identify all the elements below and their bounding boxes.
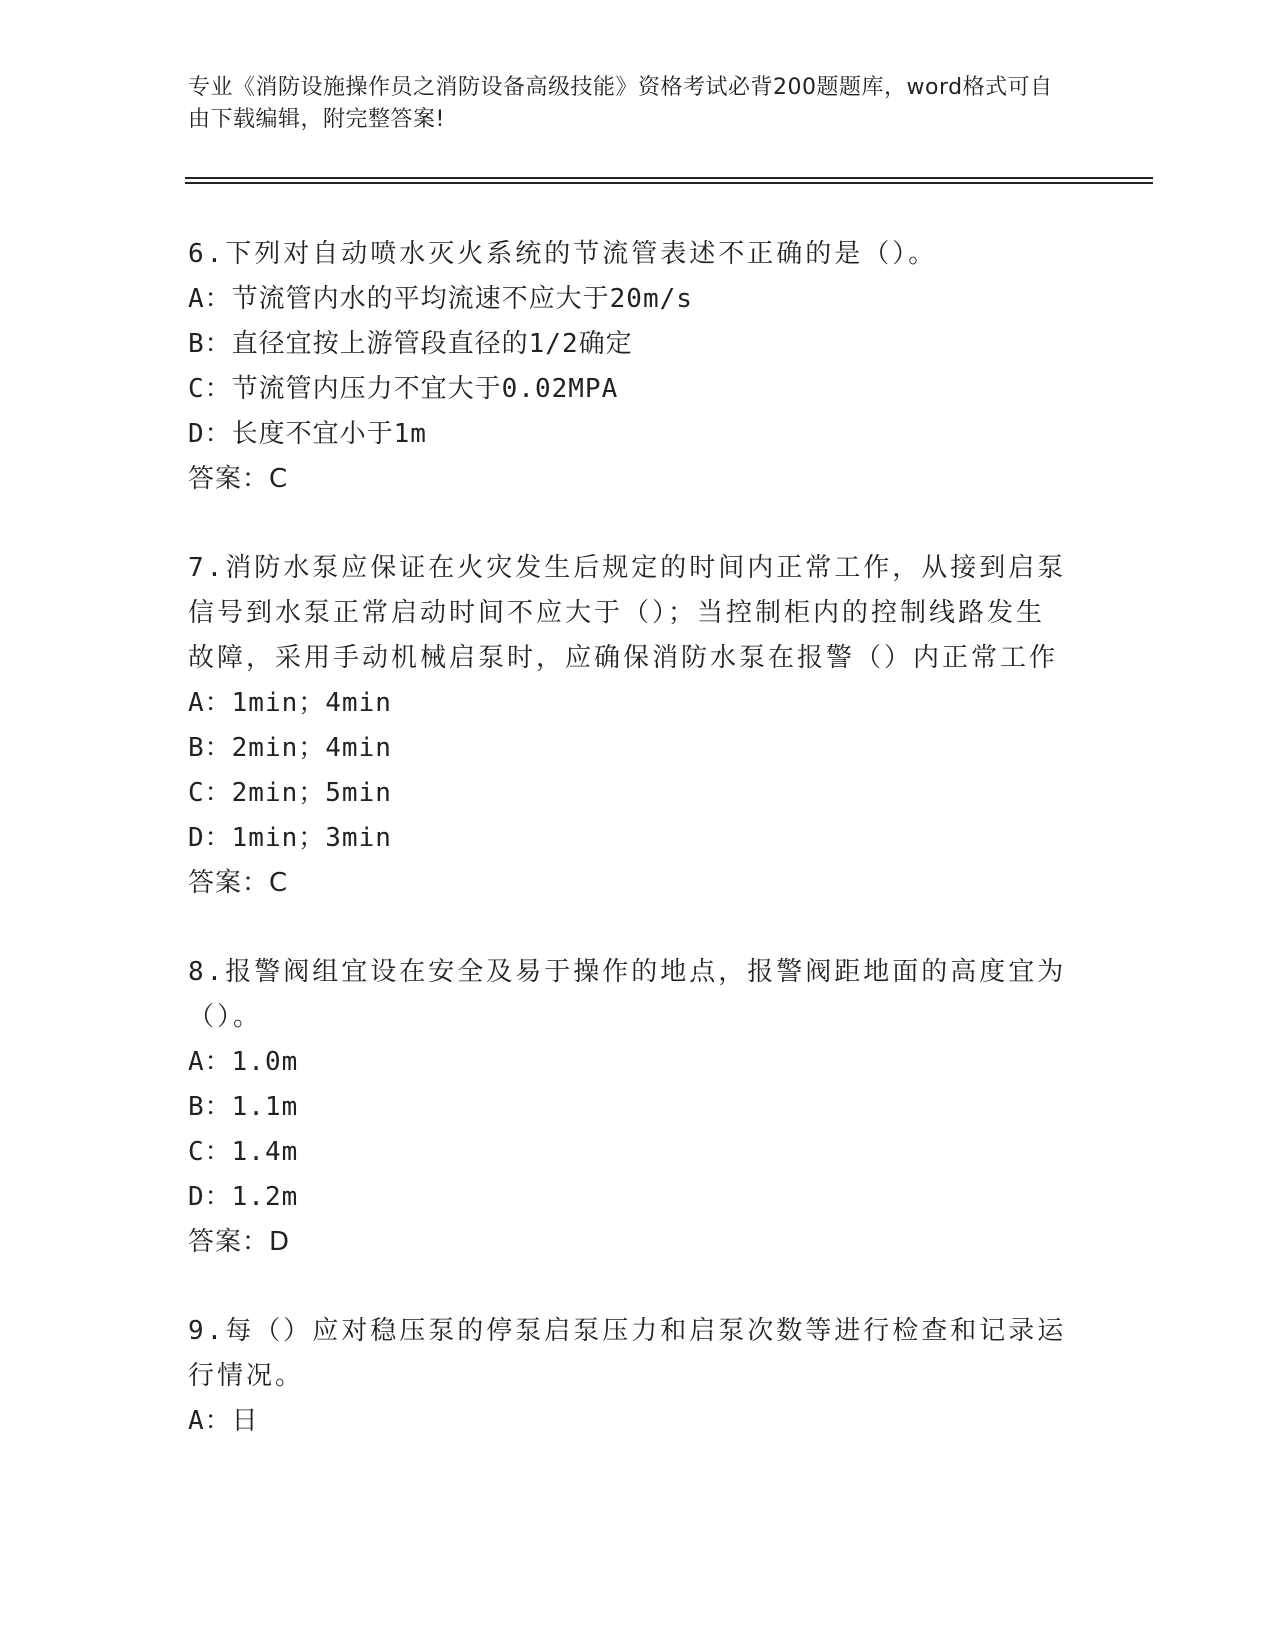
answer-line: 答案：D [188, 1227, 291, 1257]
option-text: 1min；4min [231, 688, 392, 718]
option-c [188, 1130, 1068, 1175]
document-header: 专业《消防设施操作员之消防设备高级技能》资格考试必背200题题库，word格式可自由下载编辑，附完整答案! [188, 75, 1053, 132]
question-6 [188, 232, 1068, 502]
option-d [188, 816, 1068, 861]
option-text: 1min；3min [231, 823, 392, 853]
option-text: 1.1m [231, 1092, 299, 1122]
option-b [188, 726, 1068, 771]
question-8 [188, 950, 1068, 1265]
header-divider-bottom [185, 182, 1153, 184]
answer-line: 答案：C [188, 868, 289, 898]
option-letter: A： [188, 1047, 232, 1077]
option-text: 节流管内水的平均流速不应大于20m/s [231, 284, 693, 314]
option-letter: C： [188, 1137, 232, 1167]
option-text: 直径宜按上游管段直径的1/2确定 [231, 329, 633, 359]
option-letter: C： [188, 778, 232, 808]
option-a [188, 1040, 1068, 1085]
option-letter: D： [188, 419, 232, 449]
answer-line: 答案：C [188, 464, 289, 494]
option-text: 长度不宜小于1m [231, 419, 427, 449]
option-b [188, 322, 1068, 367]
option-a [188, 1399, 1068, 1444]
option-d [188, 1175, 1068, 1220]
option-letter: D： [188, 823, 232, 853]
option-text: 节流管内压力不宜大于0.02MPA [231, 374, 619, 404]
option-c [188, 771, 1068, 816]
option-a [188, 277, 1068, 322]
question-text: 8.报警阀组宜设在安全及易于操作的地点，报警阀距地面的高度宜为（）。 [188, 957, 1067, 1032]
option-d [188, 412, 1068, 457]
header-divider-top [185, 177, 1153, 179]
option-a [188, 681, 1068, 726]
option-letter: C： [188, 374, 232, 404]
option-text: 日 [231, 1406, 259, 1436]
option-c [188, 367, 1068, 412]
question-7 [188, 546, 1068, 906]
option-letter: A： [188, 688, 232, 718]
option-text: 2min；4min [231, 733, 392, 763]
question-text: 6.下列对自动喷水灭火系统的节流管表述不正确的是（）。 [188, 239, 938, 269]
option-text: 2min；5min [231, 778, 392, 808]
option-b [188, 1085, 1068, 1130]
option-text: 1.2m [231, 1182, 299, 1212]
question-text: 7.消防水泵应保证在火灾发生后规定的时间内正常工作，从接到启泵信号到水泵正常启动时间不应大于（）；当控制柜内的控制线路发生故障，采用手动机械启泵时，应确保消防水泵在报警（）内正常工作 [188, 553, 1067, 673]
question-text: 9.每（）应对稳压泵的停泵启泵压力和启泵次数等进行检查和记录运行情况。 [188, 1316, 1067, 1391]
option-letter: A： [188, 1406, 232, 1436]
question-list [188, 232, 1068, 1488]
option-text: 1.4m [231, 1137, 299, 1167]
option-letter: B： [188, 329, 232, 359]
option-letter: B： [188, 733, 232, 763]
option-letter: A： [188, 284, 232, 314]
option-letter: D： [188, 1182, 232, 1212]
option-letter: B： [188, 1092, 232, 1122]
question-9 [188, 1309, 1068, 1444]
option-text: 1.0m [231, 1047, 299, 1077]
